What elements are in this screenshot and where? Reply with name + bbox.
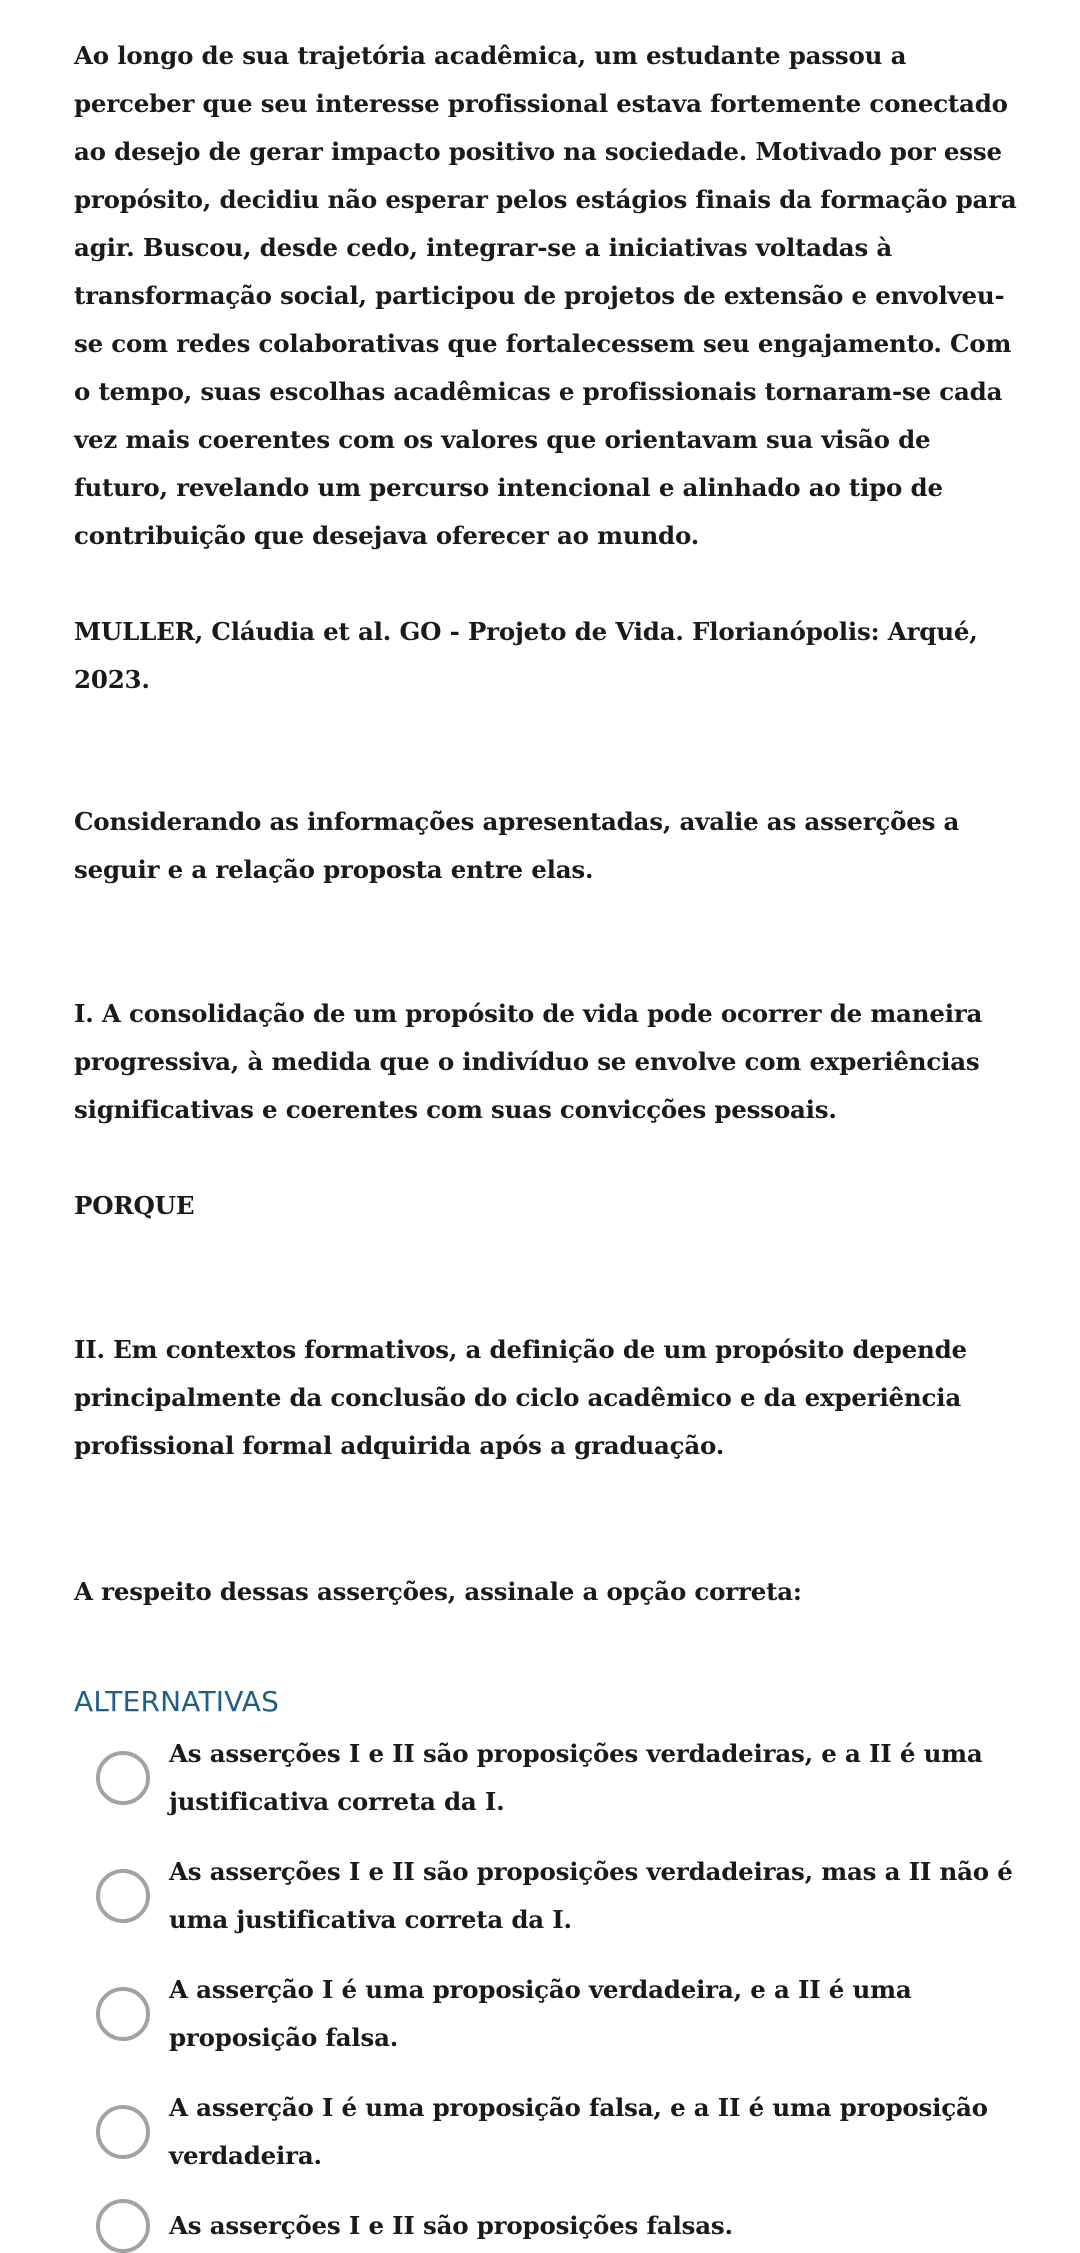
prompt-paragraph: Considerando as informações apresentadas, avalie as asserções a seguir e a relação proposta entre elas. [74,807,960,884]
radio-button-icon[interactable] [96,2105,150,2159]
alternatives-list [74,1730,1024,2250]
radio-button-icon[interactable] [96,2199,150,2253]
assertion-two: II. Em contextos formativos, a definição de um propósito depende principalmente da conclusão do ciclo acadêmico e da experiência profissional formal adquirida após a graduação. [74,1335,967,1460]
citation: MULLER, Cláudia et al. GO - Projeto de Vida. Florianópolis: Arqué, 2023. [74,617,978,694]
alternatives-heading: ALTERNATIVAS [74,1685,280,1718]
radio-button-icon[interactable] [96,1869,150,1923]
alternative-label: As asserções I e II são proposições verdadeiras, e a II é uma justificativa correta da I. [169,1739,983,1816]
alternative-option-e[interactable] [74,2202,1024,2250]
question-content [74,32,1024,2250]
alternative-option-d[interactable] [74,2084,1024,2180]
radio-button-icon[interactable] [96,1987,150,2041]
alternative-label: As asserções I e II são proposições falsas. [169,2211,733,2240]
connector-porque: PORQUE [74,1191,195,1220]
alternative-option-a[interactable] [74,1730,1024,1826]
alternative-label: A asserção I é uma proposição falsa, e a II é uma proposição verdadeira. [169,2093,988,2170]
alternative-option-c[interactable] [74,1966,1024,2062]
question-stem: A respeito dessas asserções, assinale a opção correta: [74,1577,802,1606]
assertion-one: I. A consolidação de um propósito de vida pode ocorrer de maneira progressiva, à medida que o indivíduo se envolve com experiências significativas e coerentes com suas convicções pessoais. [74,999,983,1124]
alternative-label: As asserções I e II são proposições verdadeiras, mas a II não é uma justificativa correta da I. [169,1857,1013,1934]
alternative-label: A asserção I é uma proposição verdadeira, e a II é uma proposição falsa. [169,1975,912,2052]
context-paragraph: Ao longo de sua trajetória acadêmica, um estudante passou a perceber que seu interesse profissional estava fortemente conectado ao desejo de gerar impacto positivo na sociedade. Motivado por esse propósito, decidiu não esperar pelos estágios finais da formação para agir. Buscou, desde cedo, integrar-se a iniciativas voltadas à transformação social, participou de projetos de extensão e envolveu-se com redes colaborativas que fortalecessem seu engajamento. Com o tempo, suas escolhas acadêmicas e profissionais tornaram-se cada vez mais coerentes com os valores que orientavam sua visão de futuro, revelando um percurso intencional e alinhado ao tipo de contribuição que desejava oferecer ao mundo. [74,41,1017,550]
radio-button-icon[interactable] [96,1751,150,1805]
alternative-option-b[interactable] [74,1848,1024,1944]
